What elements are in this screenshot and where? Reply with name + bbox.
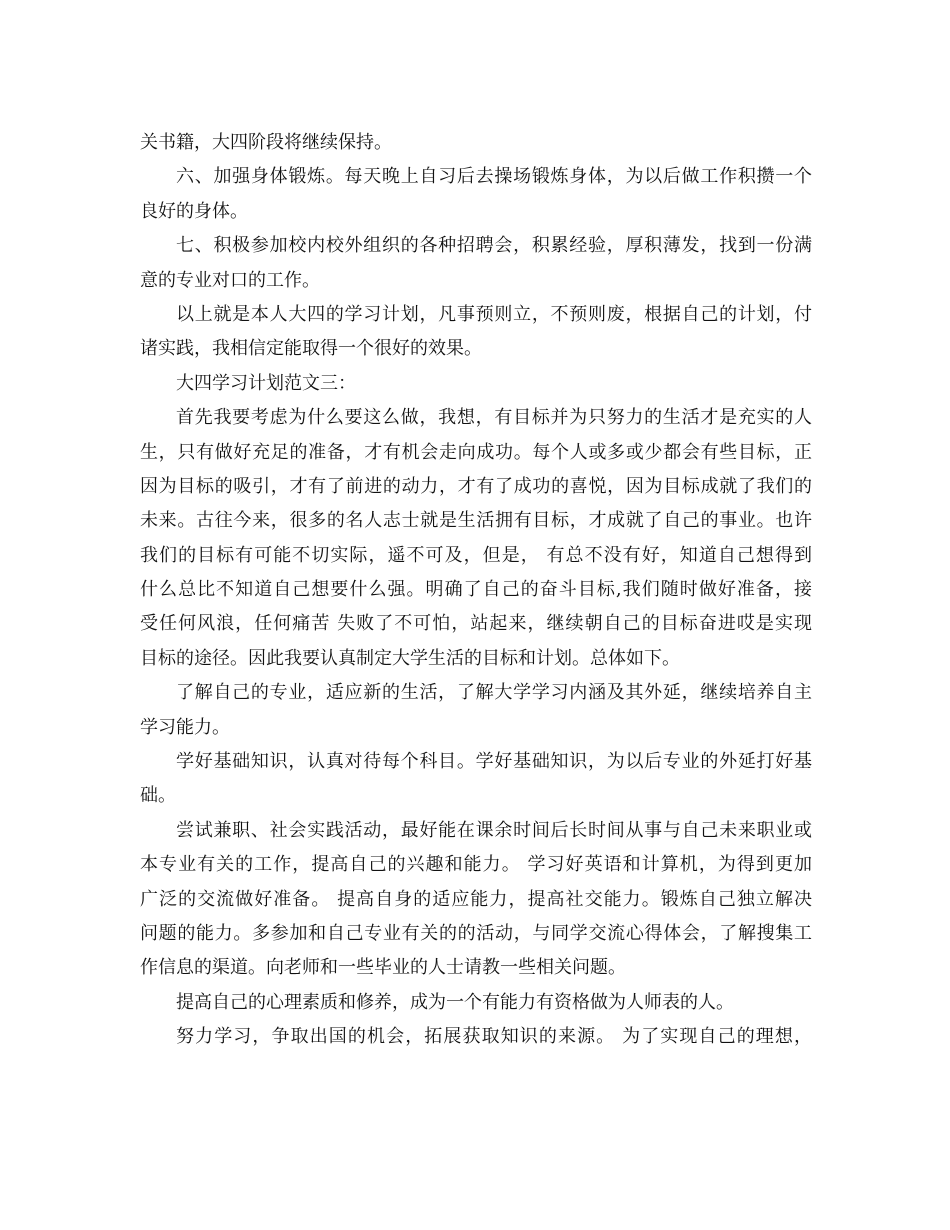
text-line: 努力学习，争取出国的机会，拓展获取知识的来源。 为了实现自己的理想， — [176, 1026, 812, 1048]
text-line: 意的专业对口的工作。 — [140, 269, 320, 291]
text-line: 关书籍，大四阶段将继续保持。 — [140, 132, 392, 153]
text-line: 我们的目标有可能不切实际，遥不可及，但是， 有总不没有好，知道自己想得到 — [140, 544, 812, 566]
text-line: 六、加强身体锻炼。每天晚上自习后去操场锻炼身体，为以后做工作积攒一个 — [176, 166, 812, 188]
text-line: 尝试兼职、社会实践活动，最好能在课余时间后长时间从事与自己未来职业或 — [176, 819, 812, 841]
section-heading: 大四学习计划范文三： — [176, 372, 356, 394]
text-line: 七、积极参加校内校外组织的各种招聘会，积累经验，厚积薄发，找到一份满 — [176, 235, 812, 257]
text-line: 因为目标的吸引，才有了前进的动力，才有了成功的喜悦，因为目标成就了我们的 — [140, 475, 812, 497]
text-line: 了解自己的专业，适应新的生活，了解大学学习内涵及其外延，继续培养自主 — [176, 682, 812, 704]
text-line: 首先我要考虑为什么要这么做，我想，有目标并为只努力的生活才是充实的人 — [176, 407, 812, 429]
text-line: 本专业有关的工作，提高自己的兴趣和能力。 学习好英语和计算机，为得到更加 — [140, 854, 812, 876]
text-line: 未来。古往今来，很多的名人志士就是生活拥有目标，才成就了自己的事业。也许 — [140, 510, 812, 532]
text-line: 生，只有做好充足的准备，才有机会走向成功。每个人或多或少都会有些目标，正 — [140, 441, 812, 463]
text-line: 提高自己的心理素质和修养，成为一个有能力有资格做为人师表的人。 — [176, 991, 734, 1013]
text-line: 诸实践，我相信定能取得一个很好的效果。 — [140, 338, 482, 360]
document-body — [140, 126, 812, 1055]
text-line: 良好的身体。 — [140, 200, 248, 222]
text-line: 以上就是本人大四的学习计划，凡事预则立，不预则废，根据自己的计划，付 — [176, 303, 812, 325]
text-line: 受任何风浪，任何痛苦 失败了不可怕，站起来，继续朝自己的目标奋进哎是实现 — [140, 613, 812, 635]
text-line: 学好基础知识，认真对待每个科目。学好基础知识，为以后专业的外延打好基 — [176, 751, 812, 773]
text-line: 作信息的渠道。向老师和一些毕业的人士请教一些相关问题。 — [140, 957, 626, 979]
text-line: 础。 — [140, 785, 176, 807]
text-line: 学习能力。 — [140, 716, 230, 738]
text-line: 问题的能力。多参加和自己专业有关的的活动，与同学交流心得体会，了解搜集工 — [140, 922, 812, 944]
text-line: 目标的途径。因此我要认真制定大学生活的目标和计划。总体如下。 — [140, 647, 680, 669]
text-line: 广泛的交流做好准备。 提高自身的适应能力，提高社交能力。锻炼自己独立解决 — [140, 888, 812, 910]
text-line: 什么总比不知道自己想要什么强。明确了自己的奋斗目标,我们随时做好准备，接 — [140, 579, 812, 601]
